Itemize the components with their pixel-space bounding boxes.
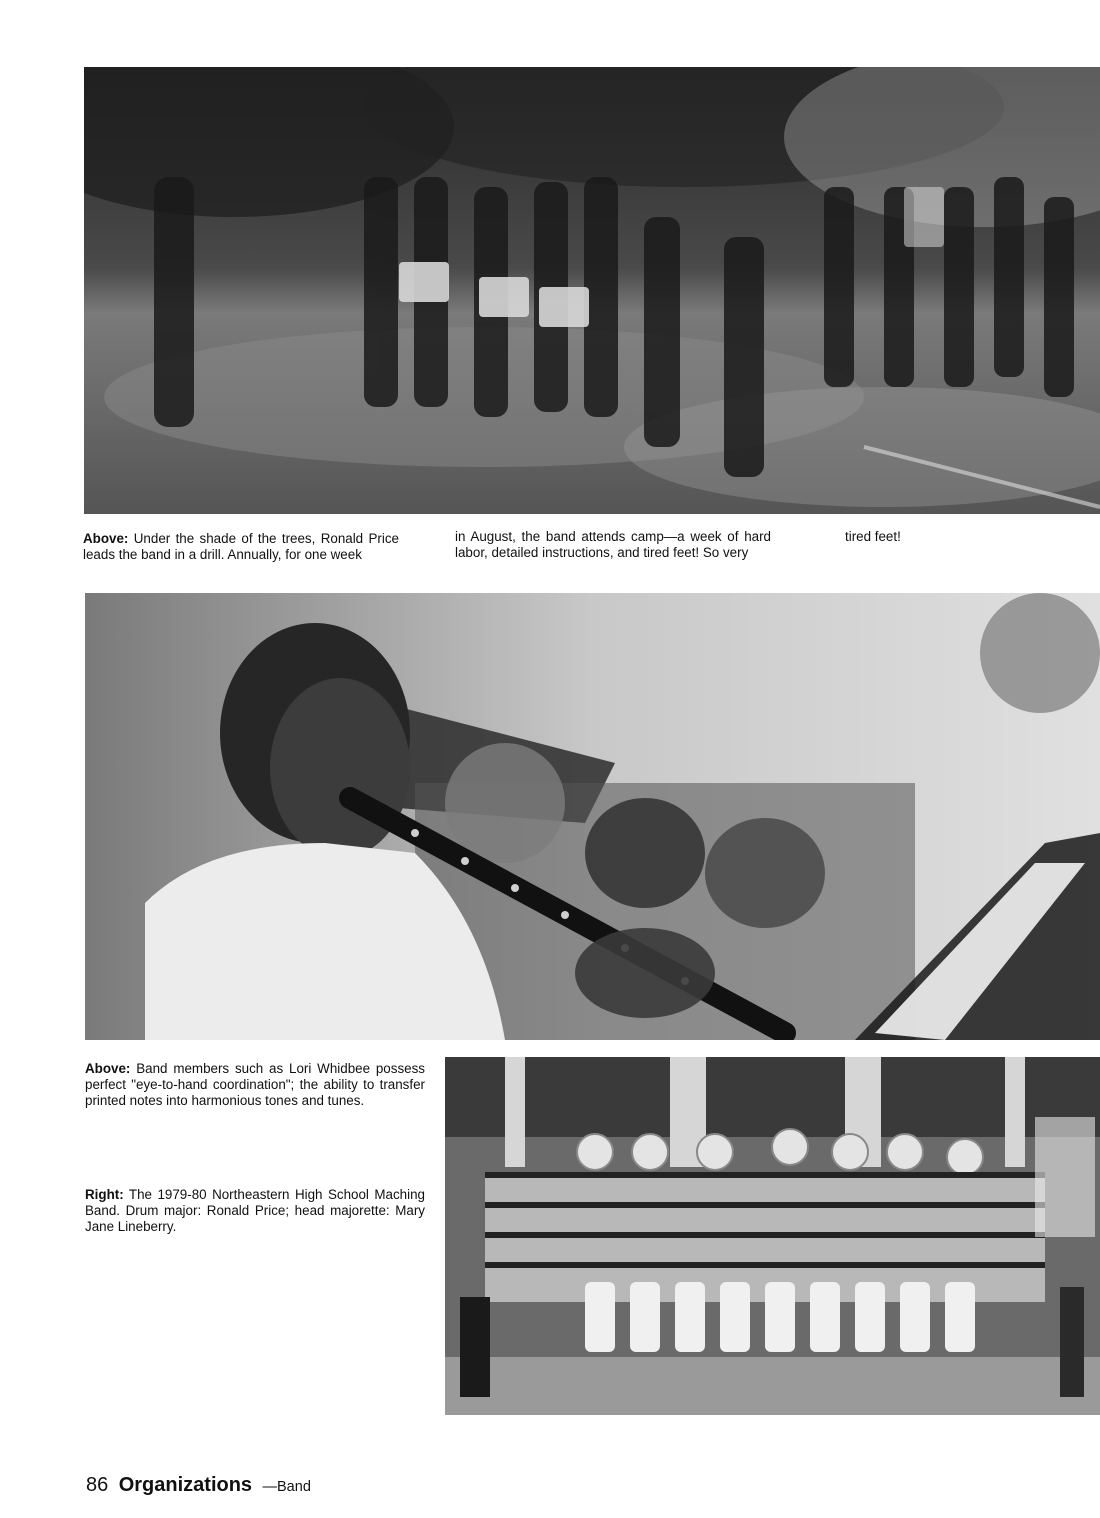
- caption-middle: Above: Band members such as Lori Whidbee possess perfect "eye-to-hand coordination"; the ability to transfer printed notes into harmonious tones and tunes.: [85, 1061, 425, 1108]
- photo-band-drill: [84, 67, 1100, 514]
- page-footer: [86, 1474, 311, 1497]
- caption-top-col3: tired feet!: [845, 529, 901, 544]
- caption-top-col1: Above: Under the shade of the trees, Ronald Price leads the band in a drill. Annually, for one week: [83, 531, 399, 562]
- caption-top-col2: in August, the band attends camp—a week of hard labor, detailed instructions, and tired feet! So very: [455, 529, 771, 560]
- section-title: Organizations: [118, 1474, 253, 1496]
- photo-clarinet-player: [85, 593, 1100, 1040]
- caption-right: Right: The 1979-80 Northeastern High School Maching Band. Drum major: Ronald Price; head majorette: Mary Jane Lineberry.: [85, 1187, 425, 1234]
- photo-marching-band-group: [445, 1057, 1100, 1415]
- page-number: 86: [86, 1474, 109, 1496]
- subsection-title: —Band: [262, 1479, 311, 1495]
